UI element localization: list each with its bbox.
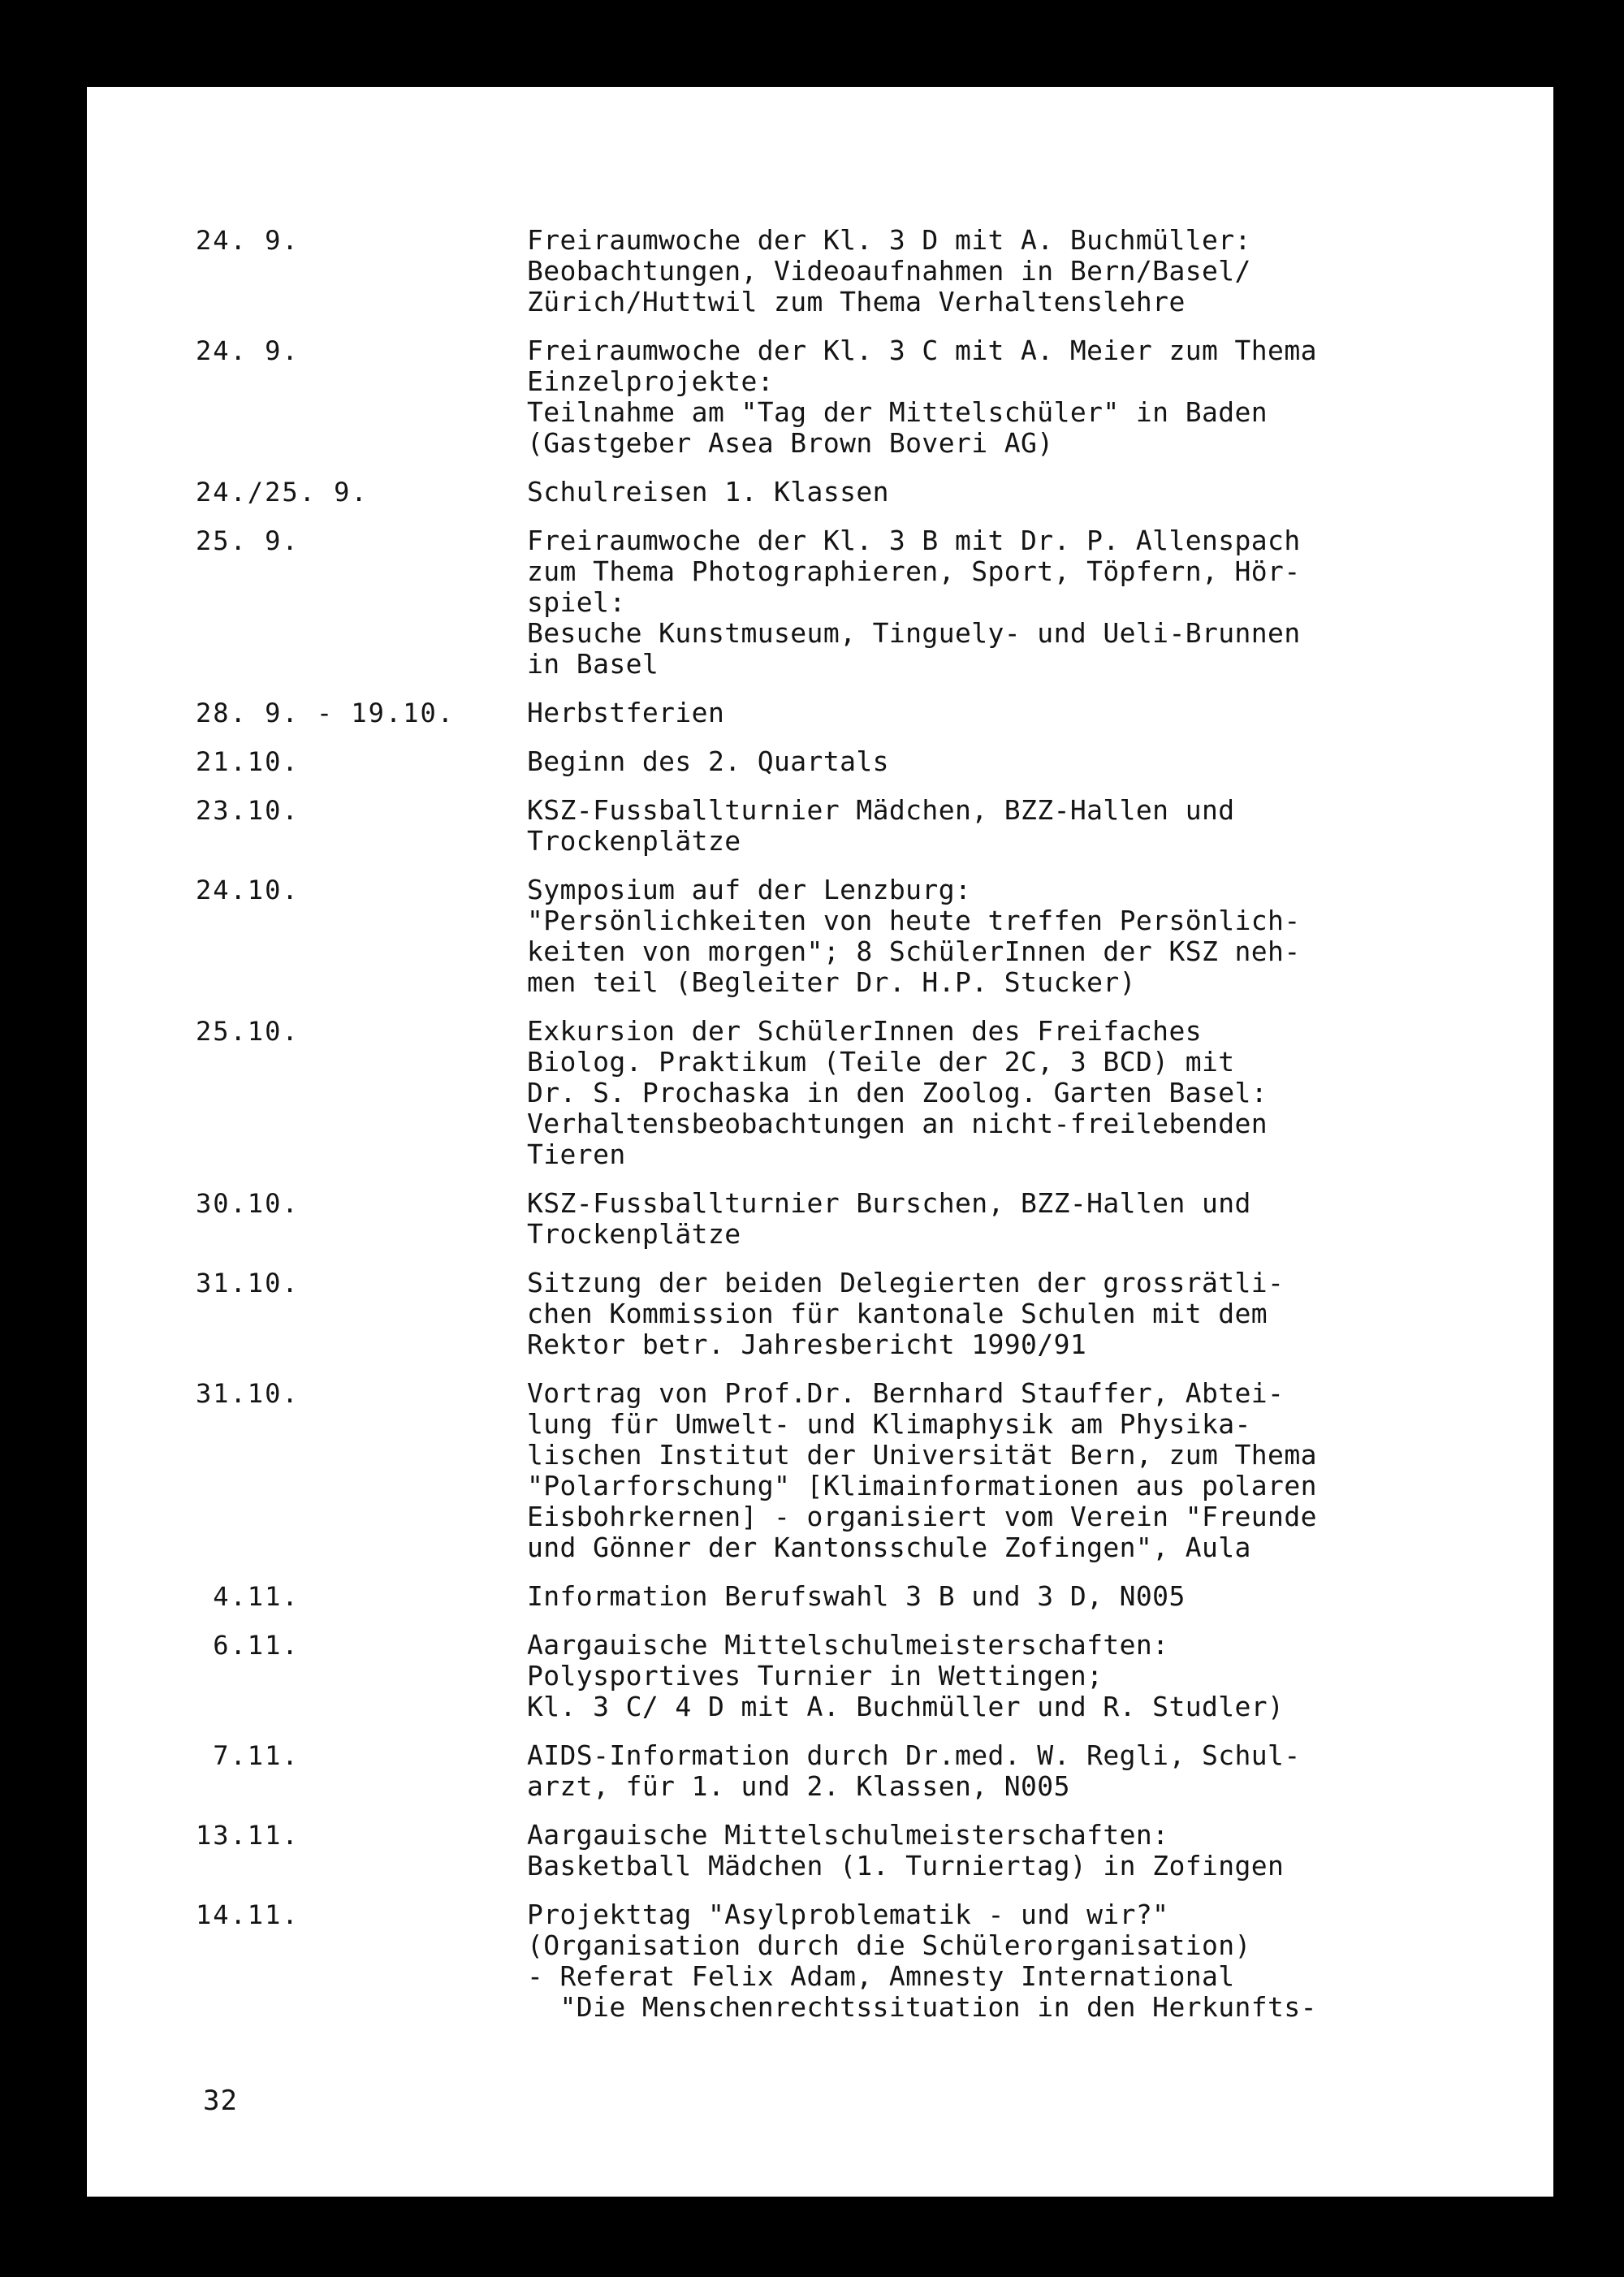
entry-text-line: Dr. S. Prochaska in den Zoolog. Garten Basel:: [527, 1077, 1268, 1108]
entry-text-line: KSZ-Fussballturnier Mädchen, BZZ-Hallen und: [527, 794, 1235, 826]
entry-text-line: und Gönner der Kantonsschule Zofingen", Aula: [527, 1532, 1251, 1563]
entry-description: [527, 1378, 1527, 1563]
chronicle-entry: [196, 795, 1527, 857]
entry-text-line: "Persönlichkeiten von heute treffen Persönlich-: [527, 905, 1301, 936]
entry-text-line: Beginn des 2. Quartals: [527, 745, 889, 777]
entry-text-line: Trockenplätze: [527, 825, 741, 857]
entry-text-line: "Die Menschenrechtssituation in den Herkunfts-: [527, 1991, 1317, 2023]
entry-text-line: Teilnahme am "Tag der Mittelschüler" in Baden: [527, 396, 1268, 428]
entry-description: [527, 1899, 1527, 2023]
entry-date: 30.10.: [196, 1188, 300, 1219]
chronicle-entry: [196, 1740, 1527, 1802]
chronicle-entry: [196, 1188, 1527, 1250]
chronicle-entry: [196, 335, 1527, 459]
entry-description: [527, 525, 1527, 680]
entry-text-line: men teil (Begleiter Dr. H.P. Stucker): [527, 966, 1136, 998]
entry-text-line: Polysportives Turnier in Wettingen;: [527, 1660, 1104, 1692]
chronicle-entry: [196, 525, 1527, 680]
entry-text-line: Zürich/Huttwil zum Thema Verhaltenslehre: [527, 286, 1186, 318]
entry-text-line: AIDS-Information durch Dr.med. W. Regli, Schul-: [527, 1739, 1301, 1771]
entry-description: [527, 1016, 1527, 1170]
chronicle-entry: [196, 1820, 1527, 1882]
entry-text-line: Biolog. Praktikum (Teile der 2C, 3 BCD) mit: [527, 1046, 1235, 1078]
entry-text-line: Schulreisen 1. Klassen: [527, 476, 889, 508]
entry-description: [527, 1740, 1527, 1802]
entry-text-line: Trockenplätze: [527, 1218, 741, 1250]
entry-description: [527, 1630, 1527, 1722]
entry-text-line: Basketball Mädchen (1. Turniertag) in Zofingen: [527, 1850, 1285, 1882]
entry-text-line: Aargauische Mittelschulmeisterschaften:: [527, 1629, 1169, 1661]
chronicle-entry: [196, 698, 1527, 728]
entry-text-line: lung für Umwelt- und Klimaphysik am Physika-: [527, 1408, 1251, 1440]
entry-text-line: Symposium auf der Lenzburg:: [527, 874, 972, 905]
entry-text-line: spiel:: [527, 586, 626, 618]
entry-date: 31.10.: [196, 1378, 300, 1409]
chronicle-entry: [196, 1268, 1527, 1360]
document-page: [87, 87, 1553, 2197]
entry-date: 24.10.: [196, 875, 300, 905]
entry-date: 24. 9.: [196, 225, 300, 256]
entry-date: 25. 9.: [196, 525, 300, 556]
entry-date: 25.10.: [196, 1016, 300, 1047]
entry-text-line: Rektor betr. Jahresbericht 1990/91: [527, 1329, 1087, 1360]
entry-description: [527, 225, 1527, 318]
entry-text-line: Besuche Kunstmuseum, Tinguely- und Ueli-Brunnen: [527, 617, 1301, 649]
chronicle-entry: [196, 1899, 1527, 2023]
entry-text-line: lischen Institut der Universität Bern, zum Thema: [527, 1439, 1317, 1471]
entry-text-line: Vortrag von Prof.Dr. Bernhard Stauffer, Abtei-: [527, 1377, 1285, 1409]
entry-description: [527, 698, 1527, 728]
entry-date: 24. 9.: [196, 335, 300, 366]
chronicle-entries: [196, 225, 1527, 2041]
entry-text-line: in Basel: [527, 648, 659, 680]
entry-text-line: Kl. 3 C/ 4 D mit A. Buchmüller und R. Studler): [527, 1691, 1285, 1722]
entry-text-line: Herbstferien: [527, 697, 725, 728]
entry-text-line: Verhaltensbeobachtungen an nicht-freilebenden: [527, 1108, 1268, 1139]
entry-text-line: "Polarforschung" [Klimainformationen aus polaren: [527, 1470, 1317, 1501]
entry-description: [527, 1820, 1527, 1882]
entry-text-line: zum Thema Photographieren, Sport, Töpfern, Hör-: [527, 555, 1301, 587]
entry-description: [527, 1268, 1527, 1360]
entry-date: 31.10.: [196, 1268, 300, 1298]
entry-date: 13.11.: [196, 1820, 300, 1851]
entry-description: [527, 1581, 1527, 1612]
entry-date: 21.10.: [196, 746, 300, 777]
chronicle-entry: [196, 1016, 1527, 1170]
entry-text-line: Aargauische Mittelschulmeisterschaften:: [527, 1819, 1169, 1851]
chronicle-entry: [196, 1630, 1527, 1722]
entry-date: 7.11.: [196, 1740, 300, 1771]
entry-date: 14.11.: [196, 1899, 300, 1930]
page-number: 32: [203, 2085, 238, 2117]
entry-text-line: chen Kommission für kantonale Schulen mit dem: [527, 1298, 1268, 1329]
entry-text-line: Information Berufswahl 3 B und 3 D, N005: [527, 1580, 1186, 1612]
chronicle-entry: [196, 1581, 1527, 1612]
entry-description: [527, 1188, 1527, 1250]
entry-description: [527, 875, 1527, 998]
chronicle-entry: [196, 477, 1527, 508]
entry-text-line: Tieren: [527, 1138, 626, 1170]
entry-text-line: (Gastgeber Asea Brown Boveri AG): [527, 427, 1054, 459]
entry-text-line: Freiraumwoche der Kl. 3 B mit Dr. P. Allenspach: [527, 525, 1301, 556]
entry-description: [527, 477, 1527, 508]
entry-text-line: Projekttag "Asylproblematik - und wir?": [527, 1899, 1169, 1930]
entry-text-line: keiten von morgen"; 8 SchülerInnen der KSZ neh-: [527, 935, 1301, 967]
entry-text-line: Freiraumwoche der Kl. 3 D mit A. Buchmüller:: [527, 224, 1251, 256]
entry-text-line: - Referat Felix Adam, Amnesty International: [527, 1960, 1235, 1992]
entry-date: 24./25. 9.: [196, 477, 369, 508]
entry-text-line: Freiraumwoche der Kl. 3 C mit A. Meier zum Thema: [527, 335, 1317, 366]
entry-date: 6.11.: [196, 1630, 300, 1661]
entry-text-line: KSZ-Fussballturnier Burschen, BZZ-Hallen und: [527, 1187, 1251, 1219]
entry-description: [527, 335, 1527, 459]
entry-text-line: Beobachtungen, Videoaufnahmen in Bern/Basel/: [527, 255, 1251, 287]
chronicle-entry: [196, 746, 1527, 777]
entry-text-line: Sitzung der beiden Delegierten der grossrätli-: [527, 1267, 1285, 1298]
entry-date: 28. 9. - 19.10.: [196, 698, 455, 728]
entry-date: 4.11.: [196, 1581, 300, 1612]
chronicle-entry: [196, 875, 1527, 998]
entry-text-line: arzt, für 1. und 2. Klassen, N005: [527, 1770, 1070, 1802]
chronicle-entry: [196, 1378, 1527, 1563]
chronicle-entry: [196, 225, 1527, 318]
entry-text-line: (Organisation durch die Schülerorganisation): [527, 1929, 1251, 1961]
entry-description: [527, 746, 1527, 777]
entry-description: [527, 795, 1527, 857]
entry-text-line: Exkursion der SchülerInnen des Freifaches: [527, 1015, 1202, 1047]
entry-text-line: Einzelprojekte:: [527, 365, 775, 397]
entry-text-line: Eisbohrkernen] - organisiert vom Verein "Freunde: [527, 1501, 1317, 1532]
entry-date: 23.10.: [196, 795, 300, 826]
